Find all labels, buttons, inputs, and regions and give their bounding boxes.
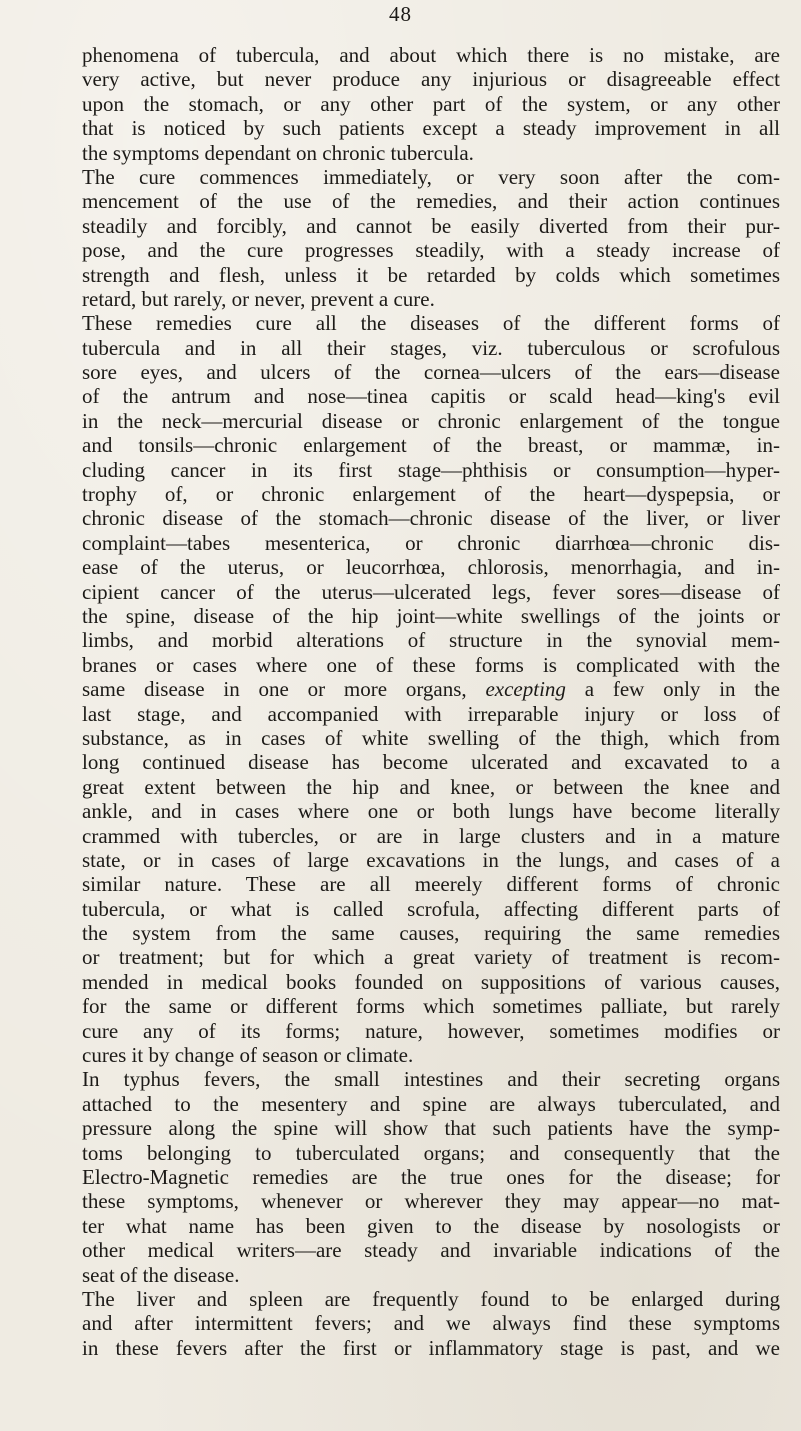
text-line: other medical writers—are steady and invariable indications of the (82, 1238, 780, 1263)
text-line: crammed with tubercles, or are in large clusters and in a mature (82, 823, 780, 848)
text-line: and after intermittent fevers; and we always find these symptoms (82, 1311, 780, 1336)
body-text (82, 43, 780, 1360)
text-line: ter what name has been given to the disease by nosologists or (82, 1213, 780, 1238)
text-line: pressure along the spine will show that such patients have the symp- (82, 1116, 780, 1141)
text-line (82, 677, 780, 701)
text-line: sore eyes, and ulcers of the cornea—ulcers of the ears—disease (82, 360, 780, 385)
text-line: limbs, and morbid alterations of structure in the synovial mem- (82, 628, 780, 653)
text-line: cures it by change of season or climate. (82, 1043, 414, 1068)
text-line: cure any of its forms; nature, however, sometimes modifies or (82, 1018, 780, 1043)
text-line: ankle, and in cases where one or both lungs have become literally (82, 799, 780, 824)
text-line: ease of the uterus, or leucorrhœa, chlorosis, menorrhagia, and in- (82, 555, 780, 580)
text-line: trophy of, or chronic enlargement of the heart—dyspepsia, or (82, 482, 780, 507)
text-line: attached to the mesentery and spine are always tuberculated, and (82, 1091, 780, 1116)
text-line: in the neck—mercurial disease or chronic enlargement of the tongue (82, 408, 780, 433)
text-line: long continued disease has become ulcerated and excavated to a (82, 750, 780, 775)
text-segment: a few only in the (565, 677, 780, 702)
text-line: these symptoms, whenever or wherever they may appear—no mat- (82, 1189, 780, 1214)
text-line: complaint—tabes mesenterica, or chronic diarrhœa—chronic dis- (82, 530, 780, 555)
text-line: Electro-Magnetic remedies are the true ones for the disease; for (82, 1164, 780, 1189)
text-line: tubercula, or what is called scrofula, affecting different parts of (82, 896, 780, 921)
text-line: the symptoms dependant on chronic tubercula. (82, 140, 474, 165)
text-line: mended in medical books founded on suppositions of various causes, (82, 969, 780, 994)
text-line: In typhus fevers, the small intestines and their secreting organs (82, 1067, 780, 1092)
text-line: and tonsils—chronic enlargement of the breast, or mammæ, in- (82, 433, 780, 458)
text-line: for the same or different forms which sometimes palliate, but rarely (82, 994, 780, 1019)
italic-word: excepting (485, 677, 566, 702)
text-line: mencement of the use of the remedies, and their action continues (82, 189, 780, 214)
text-line: pose, and the cure progresses steadily, with a steady increase of (82, 238, 780, 263)
text-line: steadily and forcibly, and cannot be easily diverted from their pur- (82, 213, 780, 238)
text-line: similar nature. These are all meerely different forms of chronic (82, 872, 780, 897)
text-line: toms belonging to tuberculated organs; and consequently that the (82, 1140, 780, 1165)
text-line: retard, but rarely, or never, prevent a cure. (82, 286, 435, 311)
text-line: cipient cancer of the uterus—ulcerated legs, fever sores—disease of (82, 579, 780, 604)
text-line: of the antrum and nose—tinea capitis or scald head—king's evil (82, 384, 780, 409)
text-line: that is noticed by such patients except a steady improvement in all (82, 116, 780, 141)
text-segment: same disease in one or more organs, (82, 677, 486, 702)
text-line: substance, as in cases of white swelling of the thigh, which from (82, 725, 780, 750)
text-line: chronic disease of the stomach—chronic disease of the liver, or liver (82, 506, 780, 531)
text-line: tubercula and in all their stages, viz. tuberculous or scrofulous (82, 335, 780, 360)
text-line: The cure commences immediately, or very soon after the com- (82, 164, 780, 189)
text-line: The liver and spleen are frequently found to be enlarged during (82, 1286, 780, 1311)
text-line: These remedies cure all the diseases of the different forms of (82, 311, 780, 336)
text-line: state, or in cases of large excavations in the lungs, and cases of a (82, 847, 780, 872)
text-line: in these fevers after the first or inflammatory stage is past, and we (82, 1335, 780, 1360)
text-line: branes or cases where one of these forms is complicated with the (82, 652, 780, 677)
text-line: cluding cancer in its first stage—phthisis or consumption—hyper- (82, 457, 780, 482)
text-line: very active, but never produce any injurious or disagreeable effect (82, 67, 780, 92)
text-line: phenomena of tubercula, and about which there is no mistake, are (82, 43, 780, 67)
text-line: great extent between the hip and knee, or between the knee and (82, 774, 780, 799)
text-line: upon the stomach, or any other part of the system, or any other (82, 91, 780, 116)
text-line: or treatment; but for which a great variety of treatment is recom- (82, 945, 780, 970)
text-line: last stage, and accompanied with irreparable injury or loss of (82, 701, 780, 726)
page-number: 48 (389, 2, 412, 26)
text-line: seat of the disease. (82, 1262, 240, 1287)
text-line: the system from the same causes, requiring the same remedies (82, 921, 780, 946)
text-line: strength and flesh, unless it be retarded by colds which sometimes (82, 262, 780, 287)
text-line: the spine, disease of the hip joint—white swellings of the joints or (82, 603, 780, 628)
